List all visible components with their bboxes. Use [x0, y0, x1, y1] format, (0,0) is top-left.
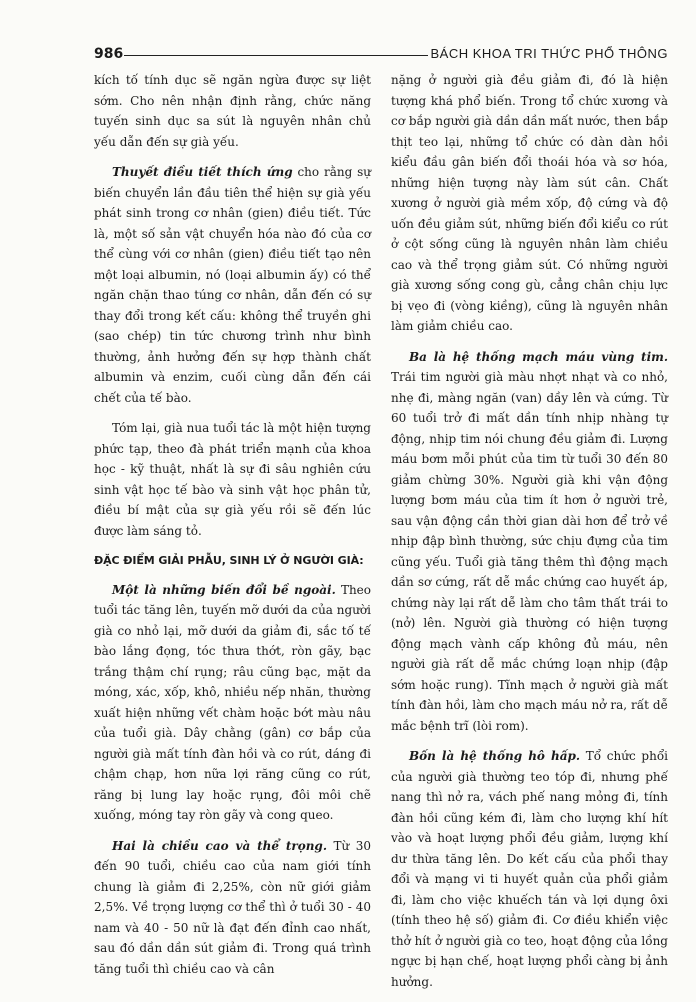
paragraph-lead: Thuyết điều tiết thích ứng	[112, 165, 293, 179]
paragraph-text: cho rằng sự biến chuyển lần đầu tiên thể hiện sự già yếu phát sinh trong cơ nhân (gien) điều tiết. Tức là, một số sản vật chuyển hóa nào đó của cơ thể cùng với cơ nhân (gien) điều tiết tạo nên một loại albumin, nó (loại albumin ấy) có thể ngăn chặn thao túng cơ nhân, dẫn đến có sự thay đổi trong kết cấu: không thể truyền ghi (sao chép) tin tức chương trình như bình thường, ảnh hưởng đến sự hợp thành chất albumin và enzim, cuối cùng dẫn đến cái chết của tế bào.	[94, 165, 371, 405]
paragraph-text: Từ 30 đến 90 tuổi, chiều cao của nam giới tính chung là giảm đi 2,25%, còn nữ giới giảm 2,5%. Về trọng lượng cơ thể thì ở tuổi 30 - 40 nam và 40 - 50 nữ là đạt đến đỉnh cao nhất, sau đó dần dần sút giảm đi. Trong quá trình tăng tuổi thì chiều cao và cân	[94, 838, 371, 976]
paragraph-lead: Hai là chiều cao và thể trọng.	[112, 838, 327, 853]
paragraph	[94, 580, 371, 826]
paragraph-lead: Bốn là hệ thống hô hấp.	[409, 749, 581, 763]
left-column	[94, 70, 371, 989]
paragraph-lead: Một là những biến đổi bề ngoài.	[112, 582, 336, 597]
running-header	[94, 44, 668, 66]
paragraph-text: Trái tim người già màu nhợt nhạt và co nhỏ, nhẹ đi, màng ngăn (van) dầy lên và cứng. Từ 60 tuổi trở đi mất dần tính nhịp nhàng tự động, nhịp tim nói chung đều giảm đi. Lượng máu bơm mỗi phút của tim từ tuổi 30 đến 80 giảm chừng 30%. Người già khi vận động lượng bơm máu của tim ít hơn ở người trẻ, sau vận động cần thời gian dài hơn để trở về nhịp đập bình thường, sức chịu đựng của tim cũng yếu. Tuổi già tăng thêm thì động mạch dần sơ cứng, rất dễ mắc chứng cao huyết áp, chứng này lại rất dễ làm cho tâm thất trái to (nở) lên. Người già thường có hiện tượng động mạch vành cấp không đủ máu, nên người già rất dễ mắc chứng loạn nhịp (đập sớm hoặc rung). Tĩnh mạch ở người già mất tính đàn hồi, làm cho mạch máu nở ra, rất dễ mắc bệnh trĩ (lòi rom).	[391, 370, 668, 733]
section-heading: ĐẶC ĐIỂM GIẢI PHẪU, SINH LÝ Ở NGƯỜI GIÀ:	[94, 554, 364, 567]
running-title: BÁCH KHOA TRI THỨC PHỔ THÔNG	[430, 46, 668, 61]
paragraph	[94, 162, 371, 408]
paragraph	[391, 347, 668, 737]
header-rule	[124, 55, 428, 56]
paragraph	[391, 746, 668, 992]
page-number: 986	[94, 46, 124, 62]
paragraph-lead: Ba là hệ thống mạch máu vùng tim.	[409, 349, 668, 364]
paragraph	[94, 836, 371, 980]
paragraph-text: Tổ chức phổi của người già thường teo tóp đi, nhưng phế nang thì nở ra, vách phế nang mỏng đi, tính đàn hồi cũng kém đi, làm cho lượng khí hít vào và hoạt lượng phổi đều giảm, lượng khí dư thừa tăng lên. Do kết cấu của phổi thay đổi và mạng vi ti huyết quản của phổi giảm đi, làm cho việc khuếch tán và lợi dụng ôxi (tính theo hệ số) giảm đi. Cơ điều khiển việc thở hít ở người già co teo, hoạt động của lồng ngực bị hạn chế, hoạt lượng phổi càng bị ảnh hưởng.	[391, 749, 668, 989]
paragraph: kích tố tính dục sẽ ngăn ngừa được sự liệt sớm. Cho nên nhận định rằng, chức năng tuyến sinh dục sa sút là nguyên nhân chủ yếu dẫn đến sự già yếu.	[94, 73, 371, 149]
paragraph: nặng ở người già đều giảm đi, đó là hiện tượng khá phổ biến. Trong tổ chức xương và cơ bắp người già dần dần mất nước, then bắp thịt teo lại, những tổ chức có dàn dàn hồi kiểu đầu gân biến đổi thoái hóa và sơ hóa, những hiện tượng này làm sút cân. Chất xương ở người già mềm xốp, độ cứng và độ uốn đều giảm sút, những biến đổi kiểu co rút ở cột sống cũng là nguyên nhân làm chiều cao và thể trọng giảm sút. Có những người già xương sống cong gù, cẳng chân chịu lực bị vẹo đi (vòng kiềng), cũng là nguyên nhân làm giảm chiều cao.	[391, 73, 668, 333]
paragraph-text: Theo tuổi tác tăng lên, tuyến mỡ dưới da của người già co nhỏ lại, mỡ dưới da giảm đi, sắc tố tế bào lắng đọng, tóc thưa thớt, ròn gãy, bạc trắng thậm chí rụng; râu cũng bạc, mặt da móng, xác, xốp, khô, nhiều nếp nhăn, thường xuất hiện những vết chàm hoặc bớt màu nâu của tuổi già. Dây chằng (gân) cơ bắp của người già mất tính đàn hồi và co rút, dáng đi chậm chạp, hơn nữa lợi răng cũng co rút, răng bị lung lay hoặc rụng, đôi môi chẽ xuống, móng tay ròn gãy và cong queo.	[94, 582, 372, 822]
paragraph: Tóm lại, già nua tuổi tác là một hiện tượng phức tạp, theo đà phát triển mạnh của khoa học - kỹ thuật, nhất là sự đi sâu nghiên cứu sinh vật học tế bào và sinh vật học phân tử, điều bí mật của sự già yếu rồi sẽ đến lúc được làm sáng tỏ.	[94, 421, 371, 538]
right-column	[391, 70, 668, 1002]
